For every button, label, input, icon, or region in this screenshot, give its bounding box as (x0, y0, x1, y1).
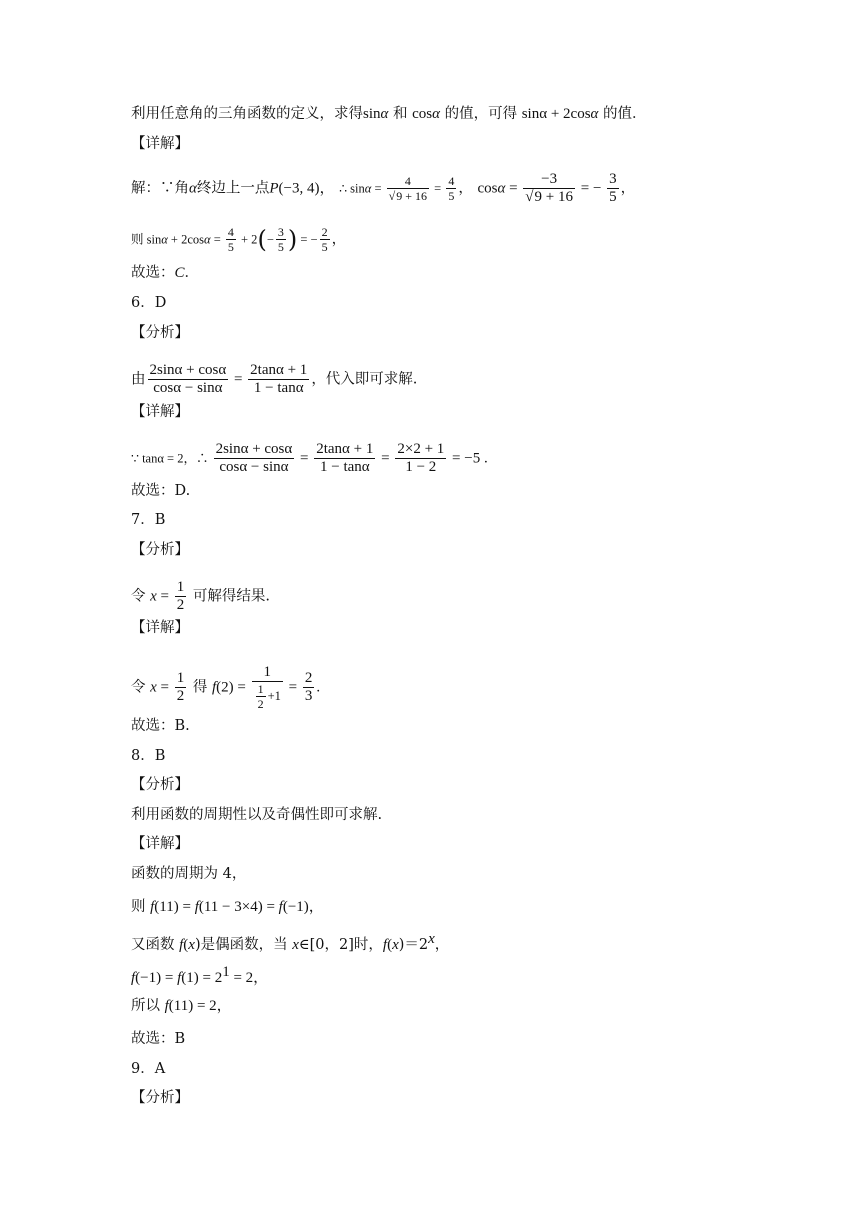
denominator: 5 (448, 189, 455, 203)
denominator (252, 682, 283, 711)
q5-then-line (131, 225, 346, 254)
numerator: 2×2 + 1 (397, 441, 445, 457)
text: 由 (131, 371, 146, 388)
math: (11) = (154, 899, 195, 915)
math: α (364, 181, 372, 196)
math: ( (183, 936, 189, 953)
fraction (320, 225, 330, 254)
q7-analysis-line (131, 579, 270, 614)
sqrt-sign: √ (525, 189, 534, 205)
math: (11) = 2， (168, 998, 232, 1014)
math: = (371, 181, 385, 196)
math: x (292, 936, 299, 953)
section-heading-analysis: 【分析】 (131, 542, 189, 558)
section-heading-detail: 【详解】 (131, 836, 189, 852)
q6-solution-line (131, 441, 488, 476)
q8-solution-line-5 (131, 996, 232, 1016)
q6-analysis-line (131, 362, 417, 397)
text: )＝2 (398, 936, 429, 953)
math: C (174, 265, 185, 281)
math: = (156, 588, 173, 605)
q8-analysis-line: 利用函数的周期性以及奇偶性即可求解. (131, 807, 383, 823)
numerator: 1 (176, 579, 185, 595)
section-heading-analysis: 【分析】 (131, 777, 189, 793)
text: ， (458, 180, 473, 197)
text: 令 (131, 679, 151, 696)
fraction (303, 670, 315, 705)
math: f (150, 899, 155, 915)
q7-solution-line (131, 664, 320, 711)
paren: ( (257, 225, 267, 254)
math: + 2 (237, 232, 258, 247)
math: (−1) = (135, 969, 178, 986)
math: = (284, 679, 301, 696)
denominator: 2 (257, 697, 264, 711)
math: + 2cos (167, 232, 204, 247)
math: ∵ tanα = 2，∴ (131, 451, 212, 466)
math: cos (477, 180, 498, 197)
fraction (175, 579, 187, 614)
math: 则 sin (131, 232, 162, 247)
numerator: 3 (277, 225, 284, 239)
math: = −5 . (448, 450, 488, 467)
math: (11 − 3×4) = (198, 899, 279, 915)
denominator: 5 (321, 240, 328, 254)
math: f (382, 936, 388, 953)
fraction (256, 682, 266, 711)
math: (−3, 4)， (278, 180, 335, 197)
text: 则 (131, 899, 151, 915)
numerator: 2tanα + 1 (316, 441, 374, 457)
text: ，代入即可求解. (311, 371, 418, 388)
fraction (523, 171, 575, 206)
fraction (607, 171, 619, 206)
math: = (210, 232, 224, 247)
math: α (590, 106, 599, 122)
text: ． (184, 265, 200, 281)
math: = − (577, 180, 606, 197)
q5-choice-line (131, 263, 199, 283)
numerator: 2tanα + 1 (250, 362, 308, 378)
fraction (248, 362, 309, 397)
math: x (150, 588, 157, 605)
denominator: 1 − 2 (405, 459, 437, 475)
numerator: 3 (609, 171, 617, 187)
q6-header: 6．D (131, 295, 167, 311)
math: ( (387, 936, 393, 953)
fraction (214, 441, 295, 476)
numerator: 1 (252, 664, 283, 682)
radicand: 9 + 16 (396, 189, 428, 203)
fraction (446, 174, 456, 203)
text: 解：∵角 (131, 180, 189, 197)
math: α (432, 106, 440, 122)
q5-analysis-line (131, 104, 647, 124)
text: ∈[0，2]时， (298, 936, 383, 953)
math: = (505, 180, 522, 197)
text: 和 (388, 106, 413, 122)
numerator: 2sinα + cosα (149, 362, 227, 378)
math: f (164, 998, 169, 1014)
numerator: −3 (523, 171, 575, 189)
fraction (226, 225, 236, 254)
fraction (314, 441, 375, 476)
math: f (179, 936, 184, 953)
complex-fraction (252, 664, 283, 711)
math: x (428, 931, 435, 947)
math: α (161, 232, 168, 247)
numerator: 1 (176, 670, 185, 686)
section-heading-detail: 【详解】 (131, 404, 189, 420)
math: = (431, 181, 445, 196)
math: α (497, 180, 506, 197)
math: (2) = (216, 679, 250, 696)
q8-solution-line-1: 函数的周期为 4， (131, 866, 247, 882)
denominator (387, 189, 429, 203)
denominator: 5 (227, 240, 234, 254)
math: +1 (267, 688, 281, 703)
numerator: 4 (387, 174, 429, 189)
denominator: cosα − sinα (219, 459, 289, 475)
math: f (131, 969, 136, 986)
denominator: 5 (609, 189, 617, 205)
q7-choice-line: 故选：B. (131, 718, 190, 734)
q8-choice-line: 故选：B (131, 1031, 186, 1047)
text: 可解得结果. (188, 588, 270, 605)
math: = (156, 679, 173, 696)
denominator: 5 (277, 240, 284, 254)
text: 故选： (131, 265, 175, 281)
math: . (316, 679, 321, 696)
denominator: 3 (304, 688, 313, 704)
math: (1) = 2 (181, 969, 223, 986)
math: x (392, 936, 399, 953)
q8-solution-line-2 (131, 897, 324, 917)
text: 的值，可得 (439, 106, 522, 122)
fraction (276, 225, 286, 254)
numerator: 2 (321, 225, 328, 239)
text: 得 (188, 679, 212, 696)
section-heading-analysis: 【分析】 (131, 325, 189, 341)
math: α + 2cos (539, 106, 591, 122)
numerator: 2 (304, 670, 313, 686)
math: = (377, 450, 394, 467)
text: ， (331, 231, 347, 248)
math: α (204, 232, 211, 247)
denominator: 2 (176, 597, 185, 613)
denominator: 1 − tanα (319, 459, 370, 475)
numerator: 4 (227, 225, 234, 239)
q7-header: 7．B (131, 512, 166, 528)
fraction (148, 362, 229, 397)
math: x (150, 679, 157, 696)
math: ∴ sin (339, 181, 365, 196)
q8-solution-line-3 (131, 929, 449, 955)
section-heading-detail: 【详解】 (131, 620, 189, 636)
q6-choice-line: 故选：D. (131, 483, 191, 499)
text: 终边上一点 (196, 180, 270, 197)
denominator (523, 189, 575, 206)
math: α (189, 180, 197, 197)
math: f (177, 969, 182, 986)
sqrt-sign: √ (388, 189, 396, 203)
fraction (175, 670, 187, 705)
fraction (395, 441, 446, 476)
section-heading-analysis: 【分析】 (131, 1090, 189, 1106)
math: α (380, 106, 389, 122)
math: = − (297, 232, 318, 247)
math: = 2， (229, 969, 269, 986)
math: f (278, 899, 283, 915)
math: − (266, 232, 274, 247)
math: sin (363, 106, 381, 122)
denominator: 2 (176, 688, 185, 704)
numerator: 4 (448, 174, 455, 188)
math: f (211, 679, 217, 696)
text: 所以 (131, 998, 165, 1014)
math: x (188, 936, 195, 953)
math: cos (412, 106, 433, 122)
math: P (269, 180, 279, 197)
denominator: 1 − tanα (253, 380, 304, 396)
numerator: 2sinα + cosα (215, 441, 293, 457)
q5-solution-line (131, 171, 635, 206)
radicand: 9 + 16 (534, 189, 573, 205)
math: sin (521, 106, 540, 122)
fraction (387, 174, 429, 203)
text: 令 (131, 588, 151, 605)
text: )是偶函数，当 (194, 936, 293, 953)
q9-header: 9．A (131, 1061, 166, 1077)
text: 的值． (598, 106, 647, 122)
math: = (230, 371, 247, 388)
paren: ) (287, 225, 298, 254)
q8-header: 8．B (131, 748, 166, 764)
text: 利用任意角的三角函数的定义，求得 (131, 106, 363, 122)
text: ， (434, 936, 450, 953)
text: ， (620, 180, 636, 197)
math: (−1)， (282, 899, 324, 915)
text: 又函数 (131, 936, 180, 953)
numerator: 1 (257, 682, 264, 696)
denominator: cosα − sinα (153, 380, 223, 396)
section-heading-detail: 【详解】 (131, 136, 189, 152)
math: f (194, 899, 199, 915)
math: 1 (222, 964, 230, 980)
q8-solution-line-4 (131, 962, 268, 988)
math: = (296, 450, 313, 467)
